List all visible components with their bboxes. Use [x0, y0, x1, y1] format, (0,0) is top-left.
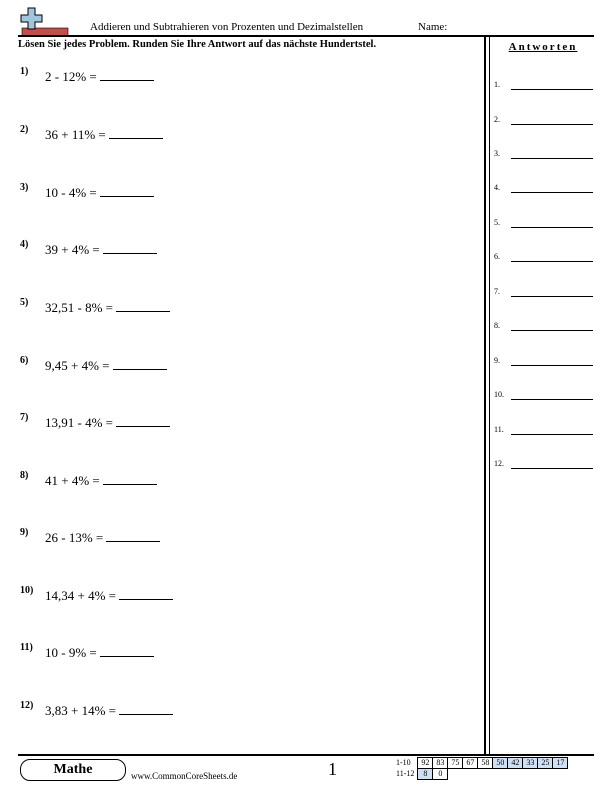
answer-blank[interactable] — [116, 414, 170, 427]
problem-expression: 32,51 - 8% = — [45, 300, 113, 315]
answer-line[interactable] — [494, 425, 594, 441]
problem-expression: 9,45 + 4% = — [45, 358, 110, 373]
problem-number: 5) — [20, 297, 29, 308]
answer-line[interactable] — [494, 115, 594, 131]
score-cell: 92 — [418, 758, 433, 769]
answer-number: 10. — [494, 390, 504, 399]
answer-number: 7. — [494, 287, 500, 296]
worksheet-title: Addieren und Subtrahieren von Prozenten und Dezimalstellen — [90, 21, 364, 33]
answers-heading: Antworten — [508, 41, 578, 53]
subject-badge: Mathe — [20, 759, 126, 781]
answer-number: 4. — [494, 183, 500, 192]
instructions: Lösen Sie jedes Problem. Runden Sie Ihre Antwort auf das nächste Hundertstel. — [18, 39, 377, 50]
problem-expression: 13,91 - 4% = — [45, 415, 113, 430]
column-divider-thin — [489, 36, 490, 754]
problem-number: 7) — [20, 412, 29, 423]
answer-number: 3. — [494, 149, 500, 158]
answer-line[interactable] — [494, 149, 594, 165]
problem-number: 4) — [20, 239, 29, 250]
footer-divider — [18, 754, 594, 756]
answer-blank[interactable] — [116, 299, 170, 312]
answer-number: 6. — [494, 252, 500, 261]
answer-number: 9. — [494, 356, 500, 365]
answer-blank[interactable] — [103, 241, 157, 254]
answer-line[interactable] — [494, 183, 594, 199]
answer-blank[interactable] — [113, 357, 167, 370]
answer-blank[interactable] — [106, 529, 160, 542]
answer-number: 1. — [494, 80, 500, 89]
answer-number: 12. — [494, 459, 504, 468]
answer-number: 8. — [494, 321, 500, 330]
problem-expression: 14,34 + 4% = — [45, 588, 116, 603]
score-cell: 25 — [538, 758, 553, 769]
answer-number: 5. — [494, 218, 500, 227]
score-cell: 17 — [553, 758, 568, 769]
answer-line[interactable] — [494, 287, 594, 303]
score-cell: 83 — [433, 758, 448, 769]
problem-expression: 36 + 11% = — [45, 127, 106, 142]
answer-blank[interactable] — [119, 587, 173, 600]
header-divider — [18, 35, 594, 37]
site-url: www.CommonCoreSheets.de — [131, 771, 238, 781]
answer-line[interactable] — [494, 252, 594, 268]
score-cell: 58 — [478, 758, 493, 769]
problem-number: 8) — [20, 470, 29, 481]
page-number: 1 — [328, 759, 337, 779]
answer-line[interactable] — [494, 390, 594, 406]
score-range-label: 11-12 — [396, 769, 415, 778]
problem-number: 12) — [20, 700, 34, 711]
problem-number: 3) — [20, 182, 29, 193]
score-cell: 75 — [448, 758, 463, 769]
problem-number: 1) — [20, 66, 29, 77]
problem-expression: 2 - 12% = — [45, 69, 97, 84]
problem-expression: 3,83 + 14% = — [45, 703, 116, 718]
problem-expression: 26 - 13% = — [45, 530, 104, 545]
worksheet-logo — [18, 6, 70, 36]
answer-number: 11. — [494, 425, 504, 434]
answer-blank[interactable] — [119, 702, 173, 715]
problem-expression: 39 + 4% = — [45, 242, 100, 257]
answer-blank[interactable] — [100, 644, 154, 657]
answer-number: 2. — [494, 115, 500, 124]
problem-expression: 10 - 4% = — [45, 185, 97, 200]
name-label: Name: — [418, 21, 448, 33]
answer-line[interactable] — [494, 80, 594, 96]
answer-blank[interactable] — [109, 126, 163, 139]
answer-line[interactable] — [494, 321, 594, 337]
score-cell: 67 — [463, 758, 478, 769]
answer-blank[interactable] — [100, 184, 154, 197]
score-cell: 42 — [508, 758, 523, 769]
problem-number: 11) — [20, 642, 33, 653]
answer-blank[interactable] — [100, 68, 154, 81]
score-cell: 50 — [493, 758, 508, 769]
score-range-label: 1-10 — [396, 758, 411, 767]
answer-line[interactable] — [494, 218, 594, 234]
problem-number: 9) — [20, 527, 29, 538]
score-cell: 0 — [433, 769, 448, 780]
score-cell: 8 — [418, 769, 433, 780]
answer-line[interactable] — [494, 459, 594, 475]
problem-number: 10) — [20, 585, 34, 596]
problem-expression: 41 + 4% = — [45, 473, 100, 488]
column-divider — [484, 36, 486, 754]
answer-blank[interactable] — [103, 472, 157, 485]
problem-number: 6) — [20, 355, 29, 366]
answer-line[interactable] — [494, 356, 594, 372]
score-table — [396, 757, 568, 780]
problem-expression: 10 - 9% = — [45, 645, 97, 660]
problem-number: 2) — [20, 124, 29, 135]
score-cell: 33 — [523, 758, 538, 769]
